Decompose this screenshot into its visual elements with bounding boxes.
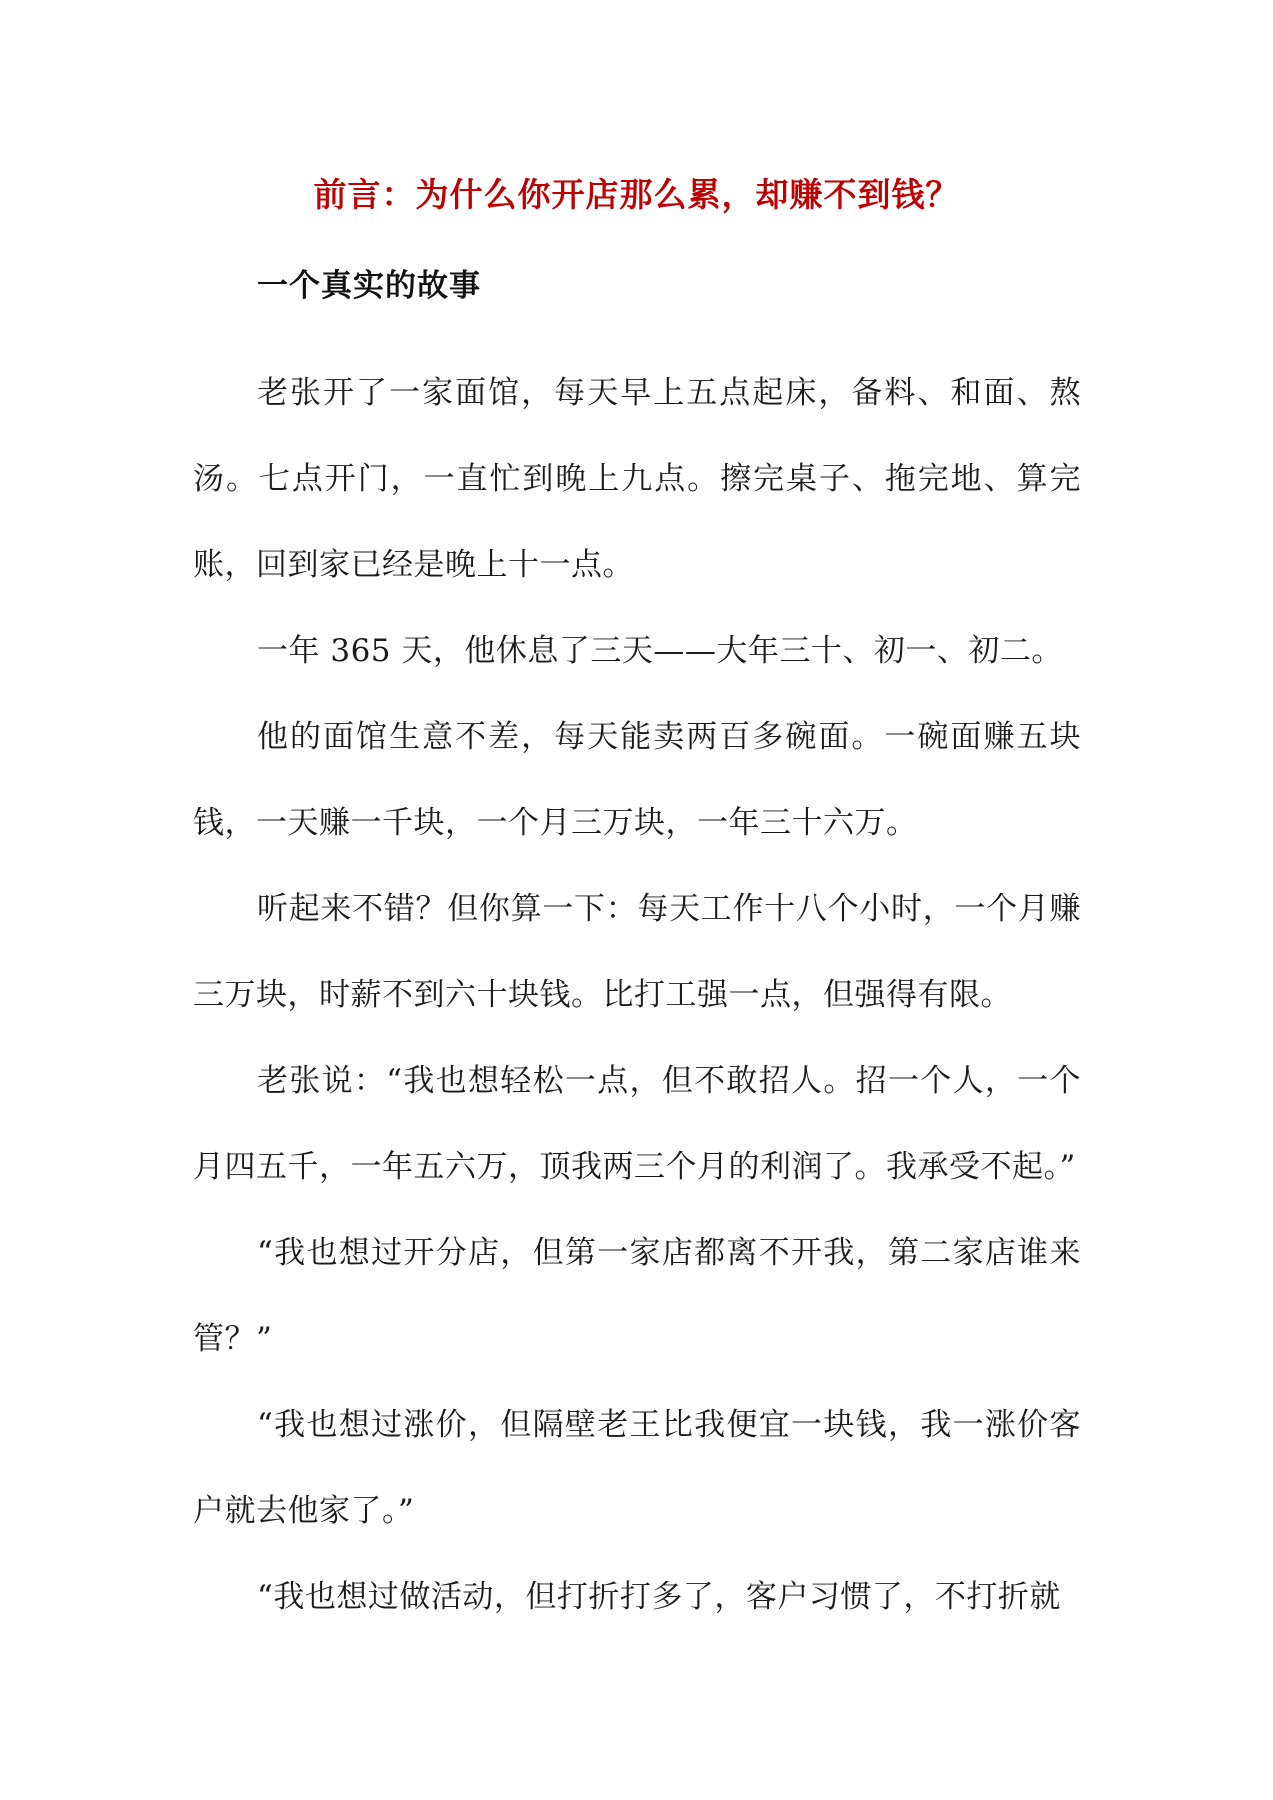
- section-heading: 一个真实的故事: [257, 268, 481, 304]
- paragraph: 听起来不错？但你算一下：每天工作十八个小时，一个月赚三万块，时薪不到六十块钱。比打工强一点，但强得有限。: [193, 891, 1081, 1013]
- paragraph: “我也想过开分店，但第一家店都离不开我，第二家店谁来管？”: [193, 1235, 1081, 1357]
- body-text: [193, 350, 1081, 1640]
- paragraph: “我也想过涨价，但隔壁老王比我便宜一块钱，我一涨价客户就去他家了。”: [193, 1407, 1081, 1529]
- page-title: 前言：为什么你开店那么累，却赚不到钱？: [313, 175, 960, 214]
- paragraph: 一年 365 天，他休息了三天——大年三十、初一、初二。: [257, 633, 1063, 669]
- paragraph: “我也想过做活动，但打折打多了，客户习惯了，不打折就: [257, 1579, 1061, 1615]
- paragraph: 老张说：“我也想轻松一点，但不敢招人。招一个人，一个月四五千，一年五六万，顶我两三个月的利润了。我承受不起。”: [193, 1063, 1081, 1185]
- paragraph: 他的面馆生意不差，每天能卖两百多碗面。一碗面赚五块钱，一天赚一千块，一个月三万块，一年三十六万。: [193, 719, 1081, 841]
- paragraph: 老张开了一家面馆，每天早上五点起床，备料、和面、熬汤。七点开门，一直忙到晚上九点。擦完桌子、拖完地、算完账，回到家已经是晚上十一点。: [193, 375, 1081, 583]
